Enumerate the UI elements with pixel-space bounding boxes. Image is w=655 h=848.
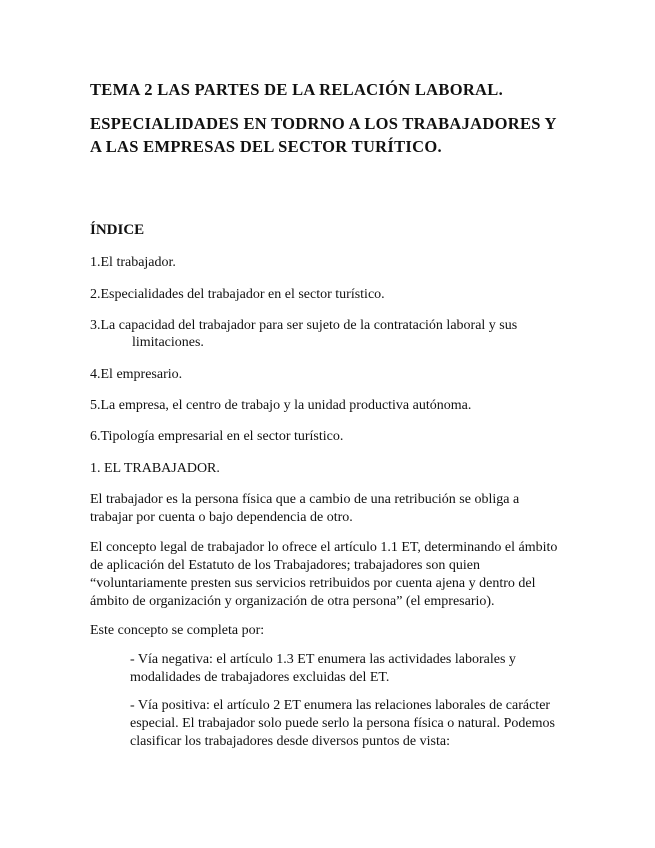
- index-item: 1.El trabajador.: [90, 255, 176, 270]
- index-item: 2.Especialidades del trabajador en el sector turístico.: [90, 287, 385, 302]
- index-item: 3.La capacidad del trabajador para ser sujeto de la contratación laboral y sus: [90, 318, 518, 333]
- bullet-item: - Vía negativa: el artículo 1.3 ET enumera las actividades laborales y modalidades de trabajadores excluidas del ET.: [130, 652, 516, 685]
- index-heading: ÍNDICE: [90, 222, 145, 238]
- document-title: TEMA 2 LAS PARTES DE LA RELACIÓN LABORAL.: [90, 80, 503, 99]
- index-item: 5.La empresa, el centro de trabajo y la unidad productiva autónoma.: [90, 398, 472, 413]
- section-heading: 1. EL TRABAJADOR.: [90, 461, 220, 476]
- index-item: 4.El empresario.: [90, 367, 183, 382]
- paragraph: El trabajador es la persona física que a cambio de una retribución se obliga a trabajar por cuenta o bajo dependencia de otro.: [90, 492, 520, 525]
- paragraph: Este concepto se completa por:: [90, 623, 265, 638]
- index-item-continuation: limitaciones.: [132, 335, 204, 350]
- index-item: 6.Tipología empresarial en el sector turístico.: [90, 429, 344, 444]
- paragraph: El concepto legal de trabajador lo ofrece el artículo 1.1 ET, determinando el ámbito de aplicación del Estatuto de los Trabajadores; trabajadores son quien “voluntariamente presten sus servicios retribuidos por cuenta ajena y dentro del ámbito de organización y organización de otra persona” (el empresario).: [90, 540, 558, 609]
- bullet-item: - Vía positiva: el artículo 2 ET enumera las relaciones laborales de carácter especial. El trabajador solo puede serlo la persona física o natural. Podemos clasificar los trabajadores desde diversos puntos de vista:: [130, 698, 555, 749]
- document-subtitle: ESPECIALIDADES EN TODRNO A LOS TRABAJADORES Y A LAS EMPRESAS DEL SECTOR TURÍTICO.: [90, 114, 557, 156]
